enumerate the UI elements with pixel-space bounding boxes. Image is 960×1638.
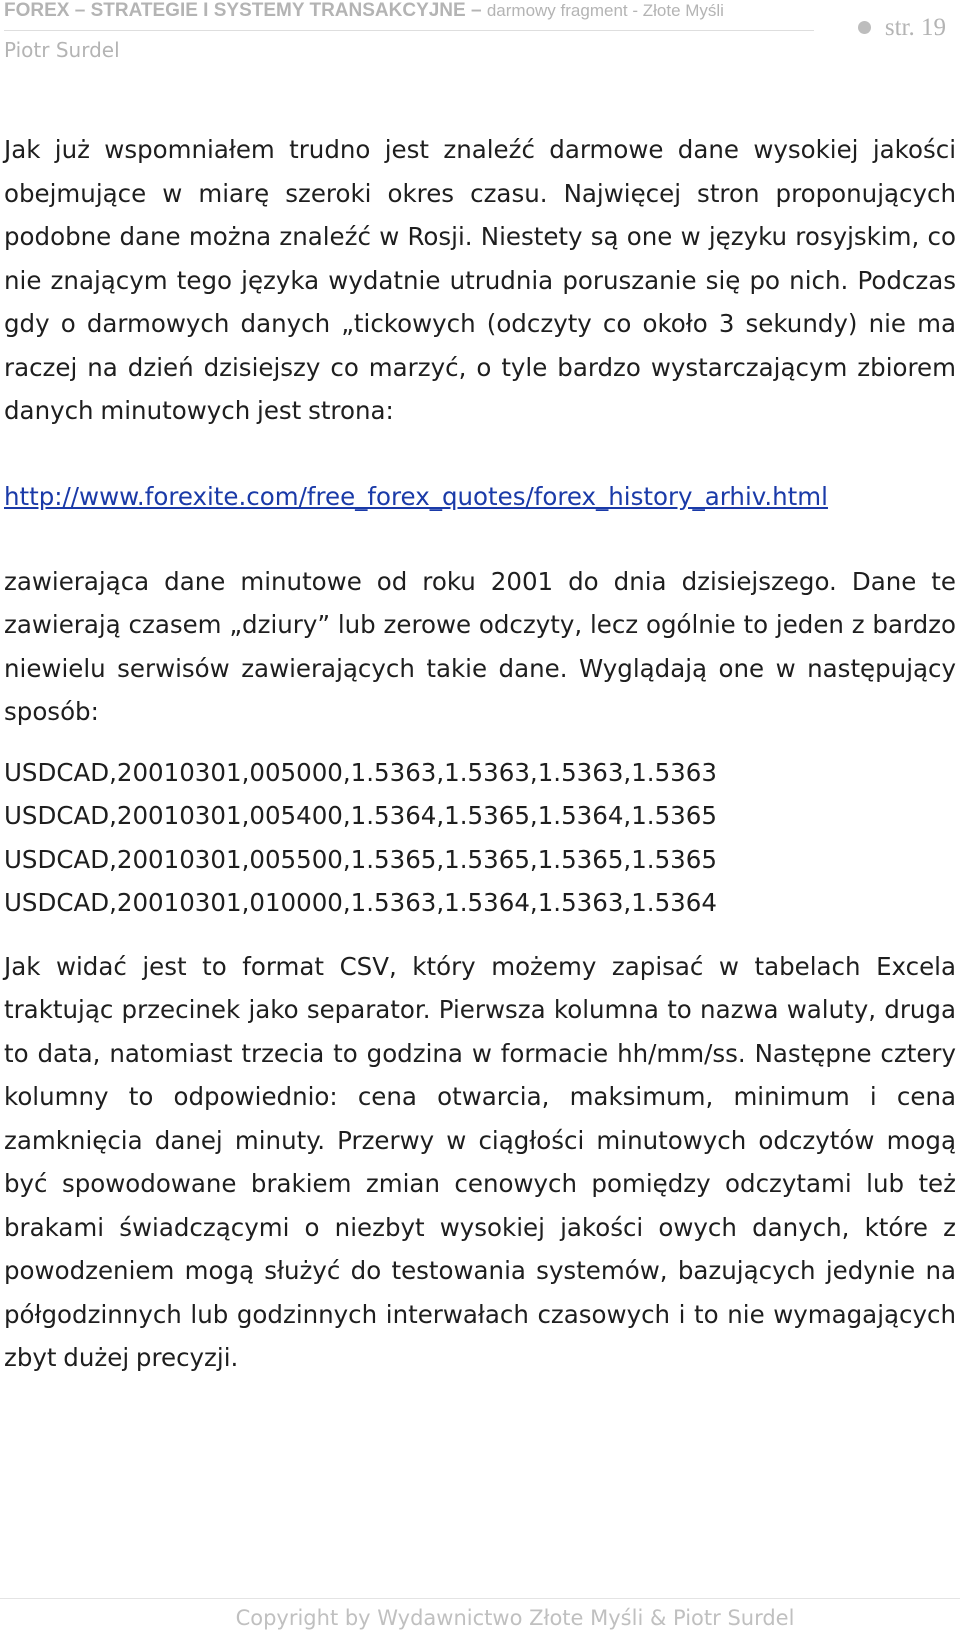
csv-sample [4, 751, 956, 925]
csv-line: USDCAD,20010301,010000,1.5363,1.5364,1.5363,1.5364 [4, 888, 717, 917]
author-name: Piotr Surdel [4, 38, 120, 62]
running-title [4, 0, 724, 22]
csv-line: USDCAD,20010301,005500,1.5365,1.5365,1.5365,1.5365 [4, 844, 717, 874]
paragraph-intro: Jak już wspomniałem trudno jest znaleźć darmowe dane wysokiej jakości obejmujące w miarę szeroki okres czasu. Najwięcej stron proponujących podobne dane można znaleźć w Rosji. Niestety są one w języku rosyjskim, co nie znającym tego języka wydatnie utrudnia poruszanie się po nich. Podczas gdy o darmowych danych „tickowych (odczyty co około 3 sekundy) nie ma raczej na dzień dzisiejszy co marzyć, o tyle bardzo wystarczającym zbiorem danych minutowych jest strona: [4, 135, 956, 425]
page-body [4, 128, 956, 1380]
paragraph-description: zawierająca dane minutowe od roku 2001 do dnia dzisiejszego. Dane te zawierają czasem „dziury” lub zerowe odczyty, lecz ogólnie to jeden z bardzo niewielu serwisów zawierających takie dane. Wyglądają one w następujący sposób: [4, 566, 956, 726]
footer-divider [0, 1598, 960, 1599]
csv-line: USDCAD,20010301,005400,1.5364,1.5365,1.5364,1.5365 [4, 801, 717, 830]
header-divider [4, 30, 814, 31]
page-number [858, 14, 946, 42]
bullet-icon [858, 21, 871, 34]
book-subtitle: darmowy fragment - Złote Myśli [486, 1, 724, 20]
copyright-footer: Copyright by Wydawnictwo Złote Myśli & Piotr Surdel [235, 1606, 795, 1630]
csv-line: USDCAD,20010301,005000,1.5363,1.5363,1.5363,1.5363 [4, 757, 717, 787]
paragraph-format-explanation: Jak widać jest to format CSV, który możemy zapisać w tabelach Excela traktując przecinek jako separator. Pierwsza kolumna to nazwa waluty, druga to data, natomiast trzecia to godzina w formacie hh/mm/ss. Następne cztery kolumny to odpowiednio: cena otwarcia, maksimum, minimum i cena zamknięcia danej minuty. Przerwy w ciągłości minutowych odczytów mogą być spowodowane brakiem zmian cenowych pomiędzy odczytami lub też brakami świadczącymi o niezbyt wysokiej jakości owych danych, które z powodzeniem mogą służyć do testowania systemów, bazujących jedynie na półgodzinnych lub godzinnych interwałach czasowych i to nie wymagających zbyt dużej precyzji. [4, 951, 956, 1372]
book-title: FOREX – STRATEGIE I SYSTEMY TRANSAKCYJNE – [4, 0, 482, 21]
forexite-history-link[interactable]: http://www.forexite.com/free_forex_quotes/forex_history_arhiv.html [4, 481, 828, 511]
page-number-label: str. 19 [884, 14, 946, 41]
page-header [4, 0, 954, 66]
